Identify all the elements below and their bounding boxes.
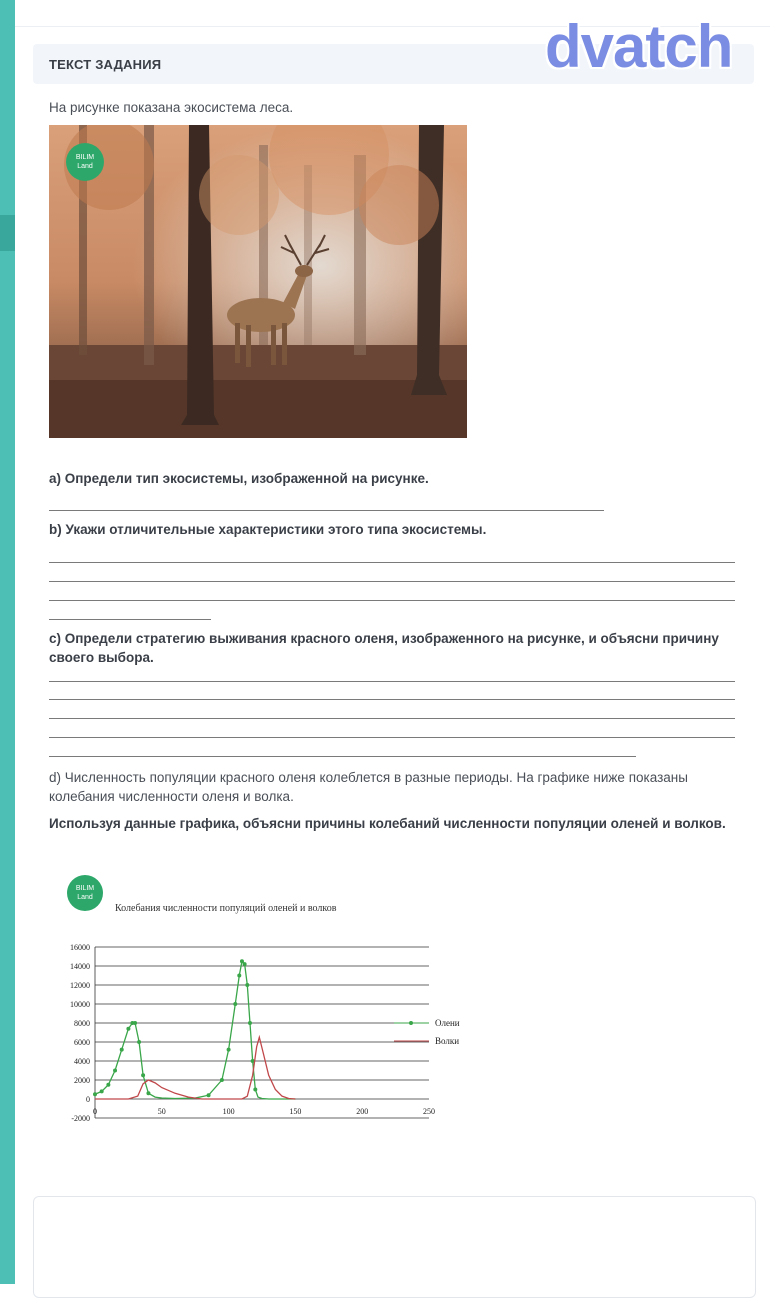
- legend-label: Олени: [435, 1018, 460, 1028]
- intro-text: На рисунке показана экосистема леса.: [49, 100, 294, 115]
- photo-logo-line1: BILIM: [75, 154, 95, 161]
- data-point: [120, 1048, 124, 1052]
- y-tick-label: -2000: [71, 1114, 90, 1123]
- chart-title: Колебания численности популяций оленей и волков: [115, 903, 337, 914]
- data-point: [233, 1002, 237, 1006]
- answer-line-a: [49, 510, 604, 511]
- data-point: [248, 1021, 252, 1025]
- watermark: dvatch: [545, 13, 733, 80]
- data-point: [243, 962, 247, 966]
- answer-line-c2: [49, 699, 735, 700]
- legend-label: Волки: [435, 1036, 460, 1046]
- answer-line-b3: [49, 600, 735, 601]
- x-tick-label: 50: [157, 1107, 166, 1116]
- y-tick-label: 14000: [70, 962, 90, 971]
- y-tick-label: 6000: [74, 1038, 90, 1047]
- task-text-title: ТЕКСТ ЗАДАНИЯ: [49, 57, 162, 72]
- answer-line-c4: [49, 737, 735, 738]
- answer-card[interactable]: [33, 1196, 756, 1298]
- legend-marker: [409, 1021, 413, 1025]
- data-point: [141, 1073, 145, 1077]
- chart-logo: [67, 875, 103, 911]
- data-point: [245, 983, 249, 987]
- answer-line-c1: [49, 681, 735, 682]
- question-d-instruction: Используя данные графика, объясни причины колебаний численности популяции оленей и волков.: [49, 816, 726, 831]
- question-c: c) Определи стратегию выживания красного оленя, изображенного на рисунке, и объясни причину своего выбора.: [49, 631, 719, 665]
- data-point: [253, 1088, 257, 1092]
- data-point: [126, 1027, 130, 1031]
- x-tick-label: 100: [222, 1107, 235, 1116]
- answer-line-b2: [49, 581, 735, 582]
- x-tick-label: 250: [423, 1107, 435, 1116]
- y-tick-label: 0: [86, 1095, 90, 1104]
- data-point: [220, 1078, 224, 1082]
- y-tick-label: 4000: [74, 1057, 90, 1066]
- y-tick-label: 8000: [74, 1019, 90, 1028]
- photo-logo-line2: Land: [77, 163, 93, 170]
- left-accent-bar: [0, 0, 15, 1284]
- y-tick-label: 16000: [70, 943, 90, 952]
- left-bar-active-marker: [0, 215, 15, 251]
- data-point: [237, 974, 241, 978]
- population-chart: [49, 865, 489, 1130]
- question-d-text: d) Численность популяции красного оленя колеблется в разные периоды. На графике ниже показаны колебания численности оленя и волка.: [49, 770, 688, 804]
- data-point: [106, 1083, 110, 1087]
- data-point: [227, 1048, 231, 1052]
- series-line: [95, 961, 295, 1099]
- data-point: [113, 1069, 117, 1073]
- data-point: [207, 1093, 211, 1097]
- answer-line-b1: [49, 562, 735, 563]
- series-line: [95, 1037, 295, 1099]
- chart-logo-line1: BILIM: [75, 885, 95, 892]
- answer-line-c3: [49, 718, 735, 719]
- y-tick-label: 2000: [74, 1076, 90, 1085]
- y-tick-label: 10000: [70, 1000, 90, 1009]
- data-point: [137, 1040, 141, 1044]
- data-point: [146, 1091, 150, 1095]
- answer-line-b4: [49, 619, 211, 620]
- data-point: [100, 1089, 104, 1093]
- data-point: [133, 1021, 137, 1025]
- chart-logo-line2: Land: [77, 894, 93, 901]
- x-tick-label: 0: [93, 1107, 97, 1116]
- y-tick-label: 12000: [70, 981, 90, 990]
- x-tick-label: 150: [289, 1107, 302, 1116]
- forest-deer-photo: [49, 125, 467, 438]
- answer-line-c5: [49, 756, 636, 757]
- data-point: [93, 1092, 97, 1096]
- question-a: а) Определи тип экосистемы, изображенной на рисунке.: [49, 471, 429, 486]
- x-tick-label: 200: [356, 1107, 369, 1116]
- question-b: b) Укажи отличительные характеристики этого типа экосистемы.: [49, 522, 487, 537]
